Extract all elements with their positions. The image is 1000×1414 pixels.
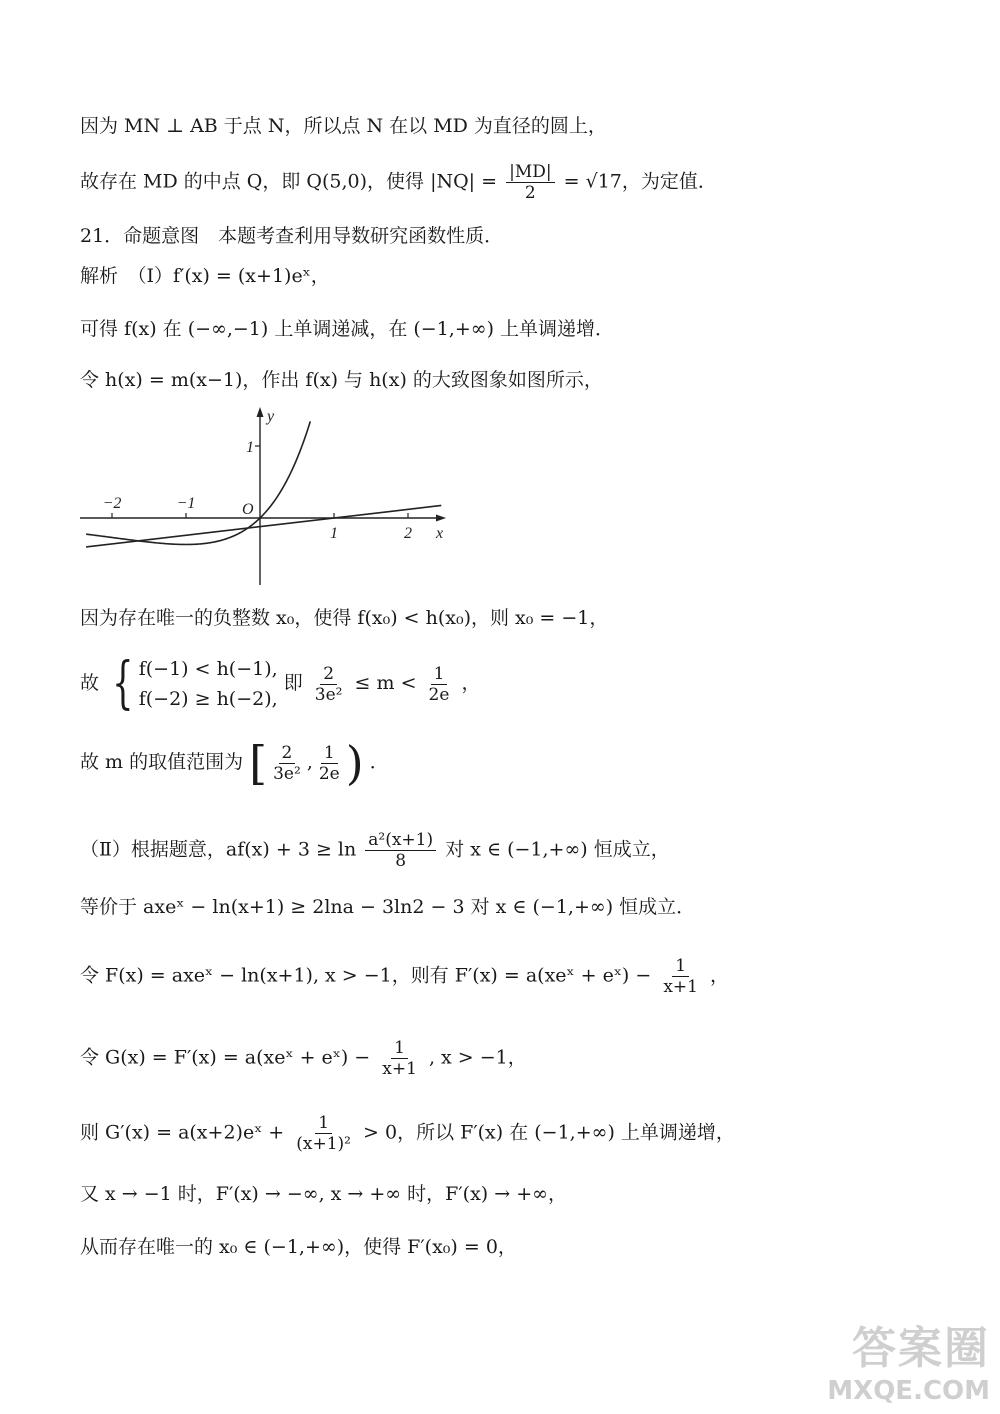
unique-zero-line: 从而存在唯一的 x₀ ∈ (−1,+∞)，使得 F′(x₀) = 0， (80, 1236, 517, 1258)
range-of-m-line: 故 m 的取值范围为 [ $\frac{2}{\text{3e²}}$ , $\frac{1}{2e}$ ) ． (80, 736, 389, 790)
text-line-1: 因为 MN ⊥ AB 于点 N，所以点 N 在以 MD 为直径的圆上， (80, 115, 607, 137)
fraction-2-over-3e2: $\frac{2}{\text{3e²}}$ (314, 663, 343, 705)
x-axis-arrow (436, 515, 446, 522)
watermark (827, 1312, 990, 1406)
x-tick-label: 2 (404, 525, 412, 542)
y-axis-arrow (257, 407, 264, 417)
problem-21-heading: 21．命题意图 本题考查利用导数研究函数性质． (80, 225, 504, 247)
left-square-bracket: [ (249, 736, 268, 790)
watermark-url: MXQE.COM (827, 1376, 990, 1406)
line-h (86, 505, 444, 546)
define-G-line: 令 G(x) = F′(x) = a(xeˣ + eˣ) − $\frac{1}{x+1}$ , x > −1， (80, 1038, 527, 1079)
fraction-1-over-x-plus-1-squared: $\frac{1}{\text{(x+1)²}}$ (296, 1113, 351, 1154)
inequality-system-line: 故 { f(−1) < h(−1), f(−2) ≥ h(−2), 即 $\frac{2}{\text{3e²}}$ ≤ m < $\frac{1}{2e}$ ， (80, 651, 481, 716)
solution-part1-derivative: 解析 （Ⅰ）f′(x) = (x+1)eˣ， (80, 265, 330, 287)
fraction-1-over-x-plus-1: $\frac{1}{x+1}$ (382, 1038, 417, 1079)
watermark-logo-text: 答案圈 (852, 1323, 990, 1374)
x-tick-label: 1 (330, 525, 338, 542)
text-line-2: 故存在 MD 的中点 Q，即 Q(5,0)，使得 |NQ| = $\frac{|MD|}{2}$ = √17，为定值． (80, 162, 717, 203)
limits-line: 又 x → −1 时，F′(x) → −∞, x → +∞ 时，F′(x) → +∞， (80, 1183, 567, 1205)
x-tick-label: −1 (176, 495, 196, 512)
define-F-line: 令 F(x) = axeˣ − ln(x+1), x > −1，则有 F′(x) = a(xeˣ + eˣ) − $\frac{1}{x+1}$ ， (80, 956, 730, 997)
unique-negative-integer-line: 因为存在唯一的负整数 x₀，使得 f(x₀) < h(x₀)，则 x₀ = −1， (80, 607, 609, 629)
left-brace: { (112, 651, 134, 716)
fraction-1-over-x-plus-1: $\frac{1}{x+1}$ (663, 956, 698, 997)
y-tick-label: 1 (246, 439, 254, 456)
monotonicity-line: 可得 f(x) 在 (−∞,−1) 上单调递减，在 (−1,+∞) 上单调递增． (80, 318, 615, 340)
log-argument-fraction: $\frac{\text{a²(x+1)}}{8}$ (365, 830, 436, 871)
right-paren: ) (345, 736, 364, 790)
y-axis-label: y (267, 408, 275, 425)
system-row-2: f(−2) ≥ h(−2), (138, 688, 278, 710)
equivalent-inequality-line: 等价于 axeˣ − ln(x+1) ≥ 2lna − 3ln2 − 3 对 x ∈ (−1,+∞) 恒成立． (80, 896, 696, 918)
x-axis-label: x (436, 525, 444, 542)
function-graph (78, 405, 448, 587)
system-row-1: f(−1) < h(−1), (138, 658, 278, 680)
G-derivative-line: 则 G′(x) = a(x+2)eˣ + $\frac{1}{\text{(x+1)²}}$ > 0，所以 F′(x) 在 (−1,+∞) 上单调递增， (80, 1113, 735, 1154)
part2-condition-line: （Ⅱ）根据题意，af(x) + 3 ≥ ln $\frac{\text{a²(x+1)}}{8}$ 对 x ∈ (−1,+∞) 恒成立， (80, 830, 670, 871)
x-tick-label: −2 (102, 495, 122, 512)
inequality-system (105, 651, 278, 716)
origin-label: O (242, 501, 254, 518)
range-lower-fraction: $\frac{2}{\text{3e²}}$ (273, 742, 301, 784)
define-h-line: 令 h(x) = m(x−1)，作出 f(x) 与 h(x) 的大致图象如图所示， (80, 369, 603, 391)
fraction-1-over-2e: $\frac{1}{2e}$ (428, 663, 450, 705)
curve-f (86, 421, 310, 544)
fraction-md-over-2: $\frac{|MD|}{2}$ (506, 162, 555, 203)
range-upper-fraction: $\frac{1}{2e}$ (318, 742, 340, 784)
